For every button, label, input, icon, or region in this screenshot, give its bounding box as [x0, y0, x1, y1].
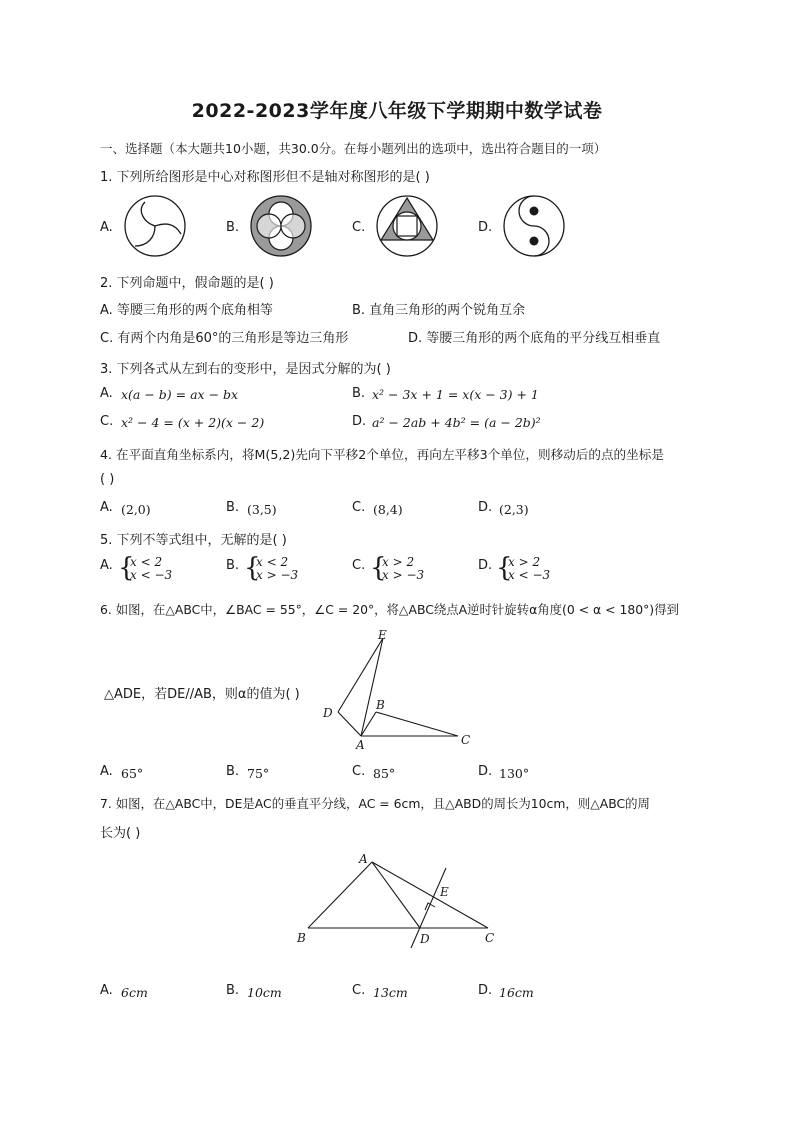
q1-label-c: C. [352, 220, 366, 235]
q7-figure [294, 848, 504, 948]
q7-point-e: E [440, 885, 449, 899]
q2-option-d: D. 等腰三角形的两个底角的平分线互相垂直 [408, 331, 661, 346]
q6-option-a: 65° [121, 766, 144, 781]
q6-option-d: 130° [499, 766, 530, 781]
q4-label-d: D. [478, 500, 493, 515]
q4-stem-continued: ( ) [100, 472, 115, 487]
q7-option-c: 13cm [373, 985, 408, 1000]
q7-label-c: C. [352, 983, 366, 998]
q2-stem: 2. 下列命题中，假命题的是( ) [100, 276, 274, 291]
q6-point-e: E [378, 628, 387, 642]
q3-label-b: B. [352, 386, 366, 401]
q3-option-a: x(a − b) = ax − bx [121, 387, 239, 402]
q4-option-d: (2,3) [499, 502, 529, 517]
q2-option-c: C. 有两个内角是60°的三角形是等边三角形 [100, 331, 349, 346]
q5-option-a: x < 2 x < −3 [130, 555, 173, 582]
q3-option-b: x² − 3x + 1 = x(x − 3) + 1 [372, 387, 539, 402]
q3-option-c: x² − 4 = (x + 2)(x − 2) [121, 415, 265, 430]
q6-figure [318, 626, 488, 754]
q4-option-c: (8,4) [373, 502, 403, 517]
q6-label-c: C. [352, 764, 366, 779]
q1-figure-a [123, 194, 187, 258]
q6-label-d: D. [478, 764, 493, 779]
q4-option-b: (3,5) [247, 502, 277, 517]
q7-point-a: A [359, 852, 368, 866]
q5-label-b: B. [226, 558, 240, 573]
q4-label-c: C. [352, 500, 366, 515]
q1-figure-b [249, 194, 313, 258]
q3-stem: 3. 下列各式从左到右的变形中，是因式分解的为( ) [100, 362, 391, 377]
q6-point-d: D [323, 706, 333, 720]
q7-option-b: 10cm [247, 985, 282, 1000]
q2-option-a: A. 等腰三角形的两个底角相等 [100, 303, 273, 318]
q6-label-b: B. [226, 764, 240, 779]
q1-figure-c [375, 194, 439, 258]
q2-option-b: B. 直角三角形的两个锐角互余 [352, 303, 526, 318]
page-title: 2022-2023学年度八年级下学期期中数学试卷 [191, 100, 603, 122]
q6-stem: 6. 如图，在△ABC中，∠BAC = 55°，∠C = 20°，将△ABC绕点A逆时针旋转α角度(0 < α < 180°)得到 [100, 602, 679, 617]
q1-figure-d [502, 194, 566, 258]
q4-label-a: A. [100, 500, 113, 515]
q3-label-c: C. [100, 414, 114, 429]
q7-label-b: B. [226, 983, 240, 998]
q1-label-a: A. [100, 220, 113, 235]
q5-label-a: A. [100, 558, 113, 573]
q7-option-d: 16cm [499, 985, 534, 1000]
q6-point-b: B [376, 698, 385, 712]
q5-option-b: x < 2 x > −3 [256, 555, 299, 582]
q1-stem: 1. 下列所给图形是中心对称图形但不是轴对称图形的是( ) [100, 170, 430, 185]
q7-option-a: 6cm [121, 985, 148, 1000]
q3-label-d: D. [352, 414, 367, 429]
q7-label-d: D. [478, 983, 493, 998]
q7-stem: 7. 如图，在△ABC中，DE是AC的垂直平分线，AC = 6cm，且△ABD的周长为10cm，则△ABC的周 [100, 796, 650, 811]
section-heading: 一、选择题（本大题共10小题，共30.0分。在每小题列出的选项中，选出符合题目的一项） [100, 141, 607, 156]
q3-option-d: a² − 2ab + 4b² = (a − 2b)² [372, 415, 541, 430]
q4-label-b: B. [226, 500, 240, 515]
q5-label-c: C. [352, 558, 366, 573]
q7-point-d: D [420, 932, 430, 946]
q6-stem-continued: △ADE，若DE//AB，则α的值为( ) [104, 687, 300, 702]
q1-label-d: D. [478, 220, 493, 235]
q6-label-a: A. [100, 764, 113, 779]
q5-label-d: D. [478, 558, 493, 573]
q6-option-c: 85° [373, 766, 396, 781]
q7-stem-continued: 长为( ) [100, 826, 141, 841]
q5-option-d: x > 2 x < −3 [508, 555, 551, 582]
q6-point-c: C [461, 733, 471, 747]
q7-label-a: A. [100, 983, 113, 998]
q4-option-a: (2,0) [121, 502, 151, 517]
q4-stem: 4. 在平面直角坐标系内，将M(5,2)先向下平移2个单位，再向左平移3个单位，则移动后的点的坐标是 [100, 447, 664, 462]
q7-point-c: C [485, 931, 495, 945]
q5-option-c: x > 2 x > −3 [382, 555, 425, 582]
q1-label-b: B. [226, 220, 240, 235]
q7-point-b: B [297, 931, 306, 945]
q5-stem: 5. 下列不等式组中，无解的是( ) [100, 533, 287, 548]
q6-option-b: 75° [247, 766, 270, 781]
q3-label-a: A. [100, 386, 113, 401]
q6-point-a: A [356, 738, 365, 752]
